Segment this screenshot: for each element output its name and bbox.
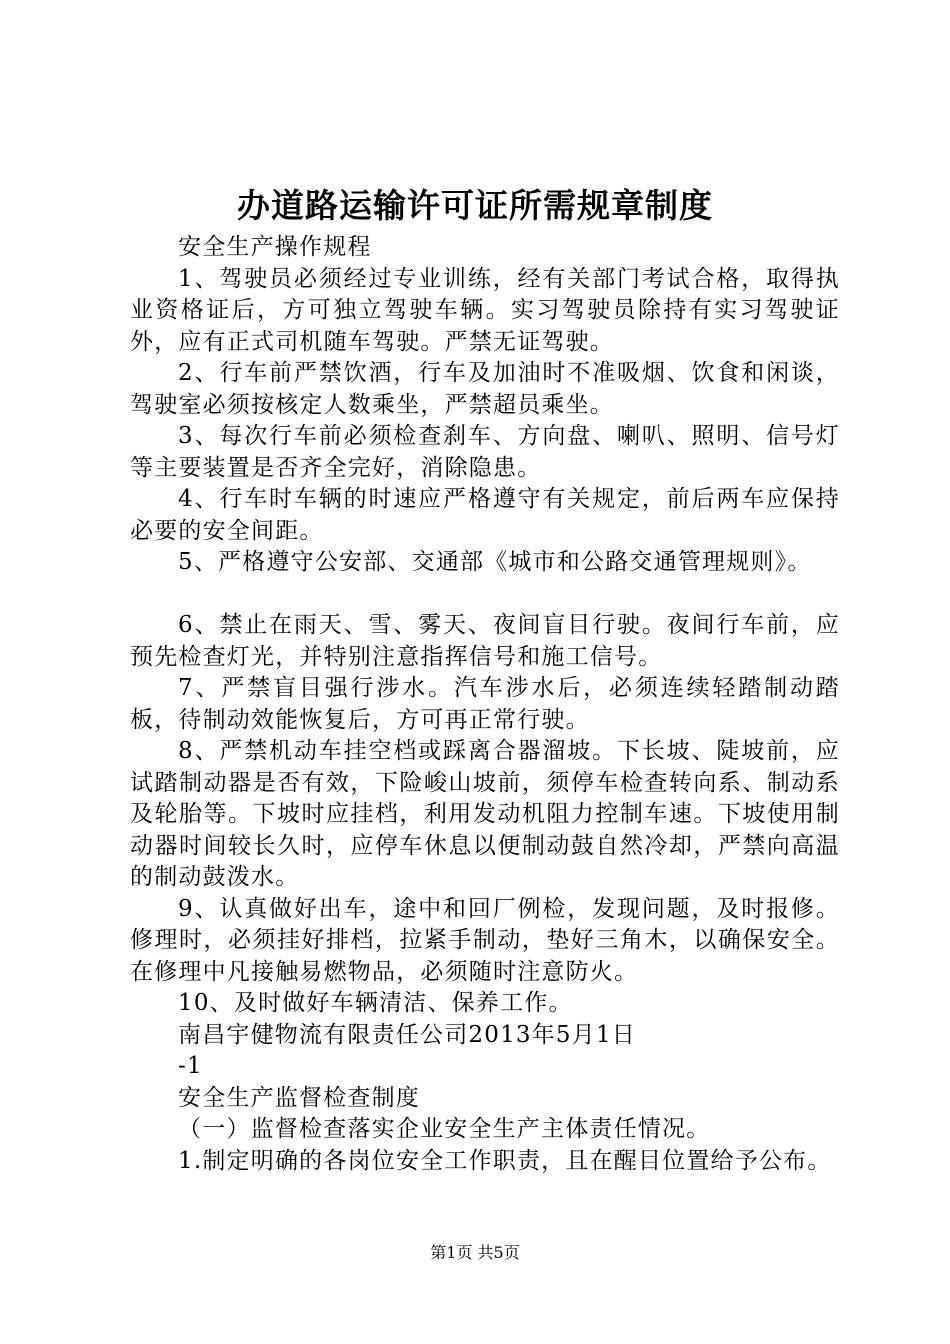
- page-marker: -1: [178, 1053, 203, 1079]
- rule-item: 10、及时做好车辆清洁、保养工作。: [178, 990, 573, 1016]
- subsection-heading: （一）监督检查落实企业安全生产主体责任情况。: [178, 1116, 711, 1142]
- document-title: 办道路运输许可证所需规章制度: [237, 186, 713, 225]
- rule-item: 2、行车前严禁饮酒，行车及加油时不准吸烟、饮食和闲谈，驾驶室必须按核定人数乘坐，严禁超员乘坐。: [130, 360, 840, 418]
- page-footer: 第1页 共5页: [430, 1243, 520, 1262]
- rule-item: 7、严禁盲目强行涉水。汽车涉水后，必须连续轻踏制动踏板，待制动效能恢复后，方可再正常行驶。: [130, 675, 840, 733]
- rule-item: 4、行车时车辆的时速应严格遵守有关规定，前后两车应保持必要的安全间距。: [130, 486, 840, 544]
- rule-item: 1、驾驶员必须经过专业训练，经有关部门考试合格，取得执业资格证后，方可独立驾驶车辆。实习驾驶员除持有实习驾驶证外，应有正式司机随车驾驶。严禁无证驾驶。: [130, 265, 840, 355]
- rule-item: 5、严格遵守公安部、交通部《城市和公路交通管理规则》。: [178, 549, 812, 575]
- rule-item: 9、认真做好出车，途中和回厂例检，发现问题，及时报修。修理时，必须挂好排档，拉紧手制动，垫好三角木，以确保安全。在修理中凡接触易燃物品，必须随时注意防火。: [130, 895, 840, 985]
- blank-line: [130, 579, 840, 611]
- supervision-item: 1.制定明确的各岗位安全工作职责，且在醒目位置给予公布。: [178, 1147, 832, 1174]
- rule-item: 8、严禁机动车挂空档或踩离合器溜坡。下长坡、陡坡前，应试踏制动器是否有效，下险峻山坡前，须停车检查转向系、制动系及轮胎等。下坡时应挂档，利用发动机阻力控制车速。下坡使用制动器时间较长久时，应停车休息以便制动鼓自然冷却，严禁向高温的制动鼓泼水。: [130, 738, 840, 890]
- document-body: [130, 232, 840, 1177]
- section-heading-safety-operation: 安全生产操作规程: [178, 234, 372, 260]
- company-signature-date: 南昌宇健物流有限责任公司2013年5月1日: [178, 1021, 636, 1048]
- rule-item: 6、禁止在雨天、雪、雾天、夜间盲目行驶。夜间行车前，应预先检查灯光，并特别注意指挥信号和施工信号。: [130, 612, 840, 670]
- section-heading-supervision: 安全生产监督检查制度: [178, 1084, 420, 1111]
- rule-item: 3、每次行车前必须检查刹车、方向盘、喇叭、照明、信号灯等主要装置是否齐全完好，消除隐患。: [130, 423, 840, 481]
